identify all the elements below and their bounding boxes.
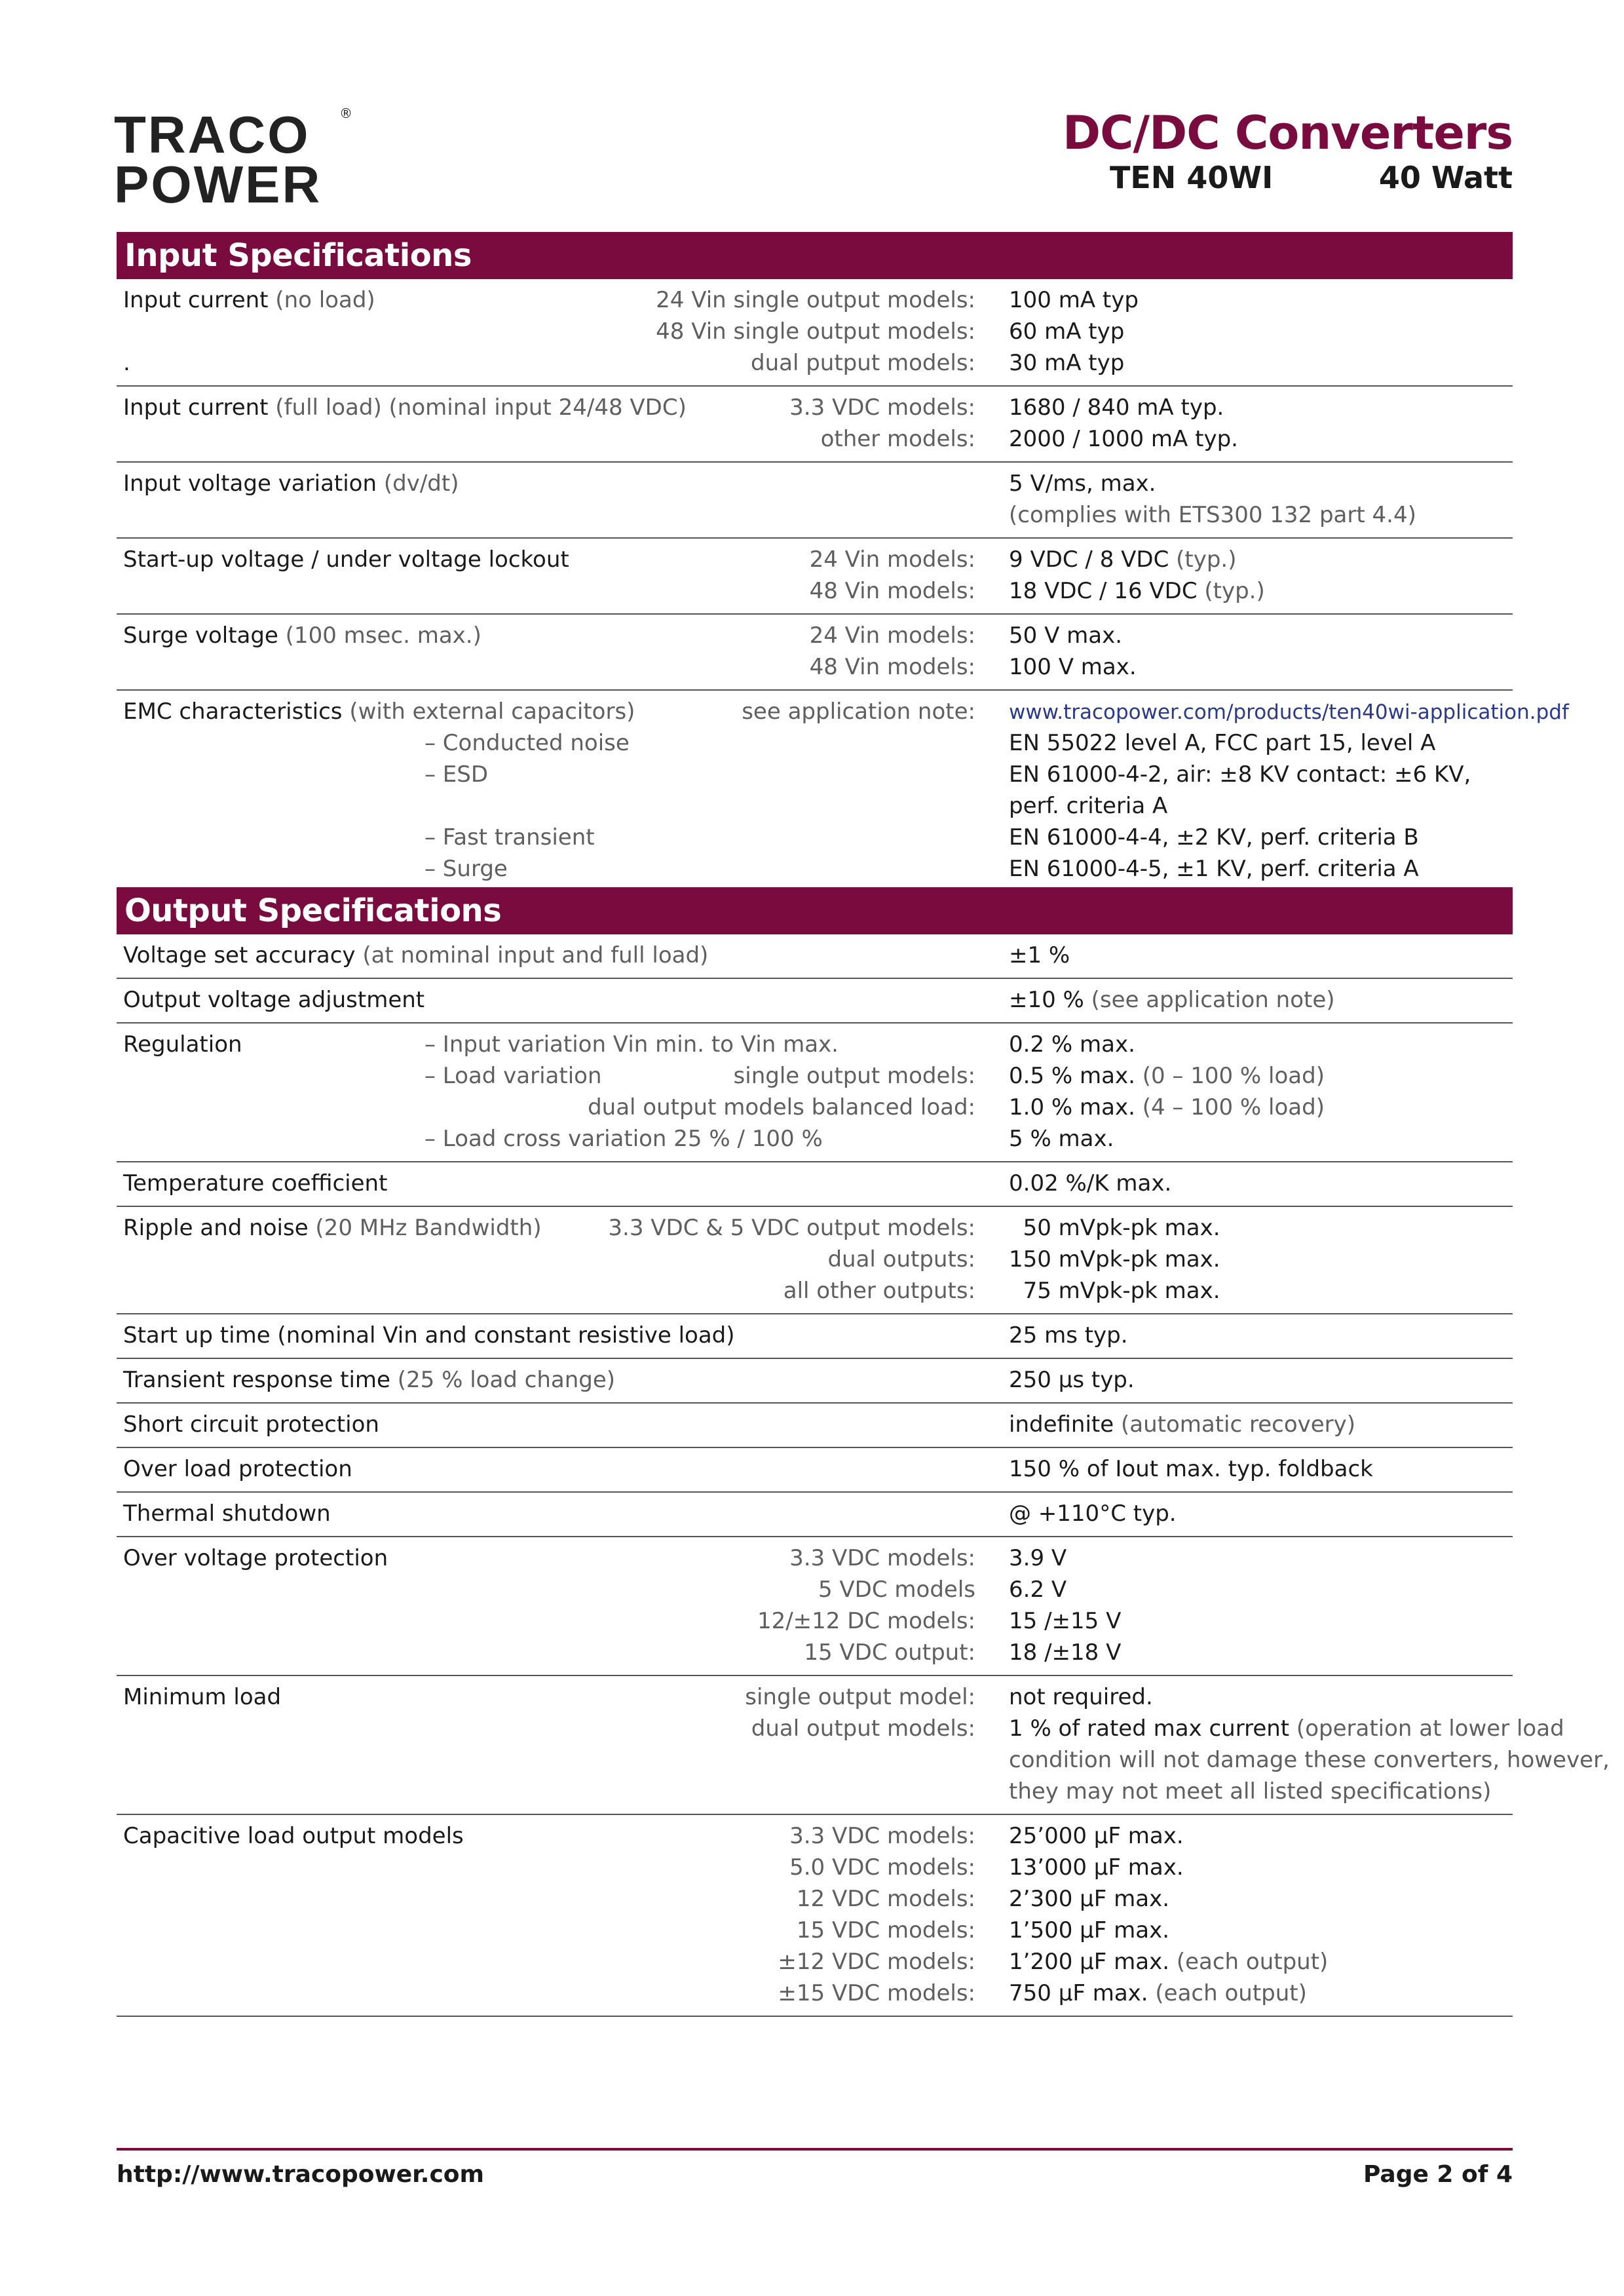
spec-conditions — [757, 1542, 975, 1668]
spec-label-text: Input current — [123, 394, 269, 421]
spec-value: @ +110°C typ. — [1009, 1501, 1177, 1527]
spec-subitem: – Load variation — [425, 1063, 602, 1089]
spec-value: EN 61000-4-2, air: ±8 KV contact: ±6 KV, — [1009, 761, 1471, 788]
spec-label — [123, 468, 459, 499]
spec-label — [123, 696, 635, 727]
spec-label-text: Output voltage adjustment — [123, 987, 425, 1013]
spec-value-line — [1009, 1320, 1128, 1351]
spec-label-note: (with external capacitors) — [342, 698, 635, 725]
spec-label — [123, 544, 569, 575]
spec-label-text: Short circuit protection — [123, 1411, 379, 1438]
spec-values — [1009, 696, 1569, 885]
spec-label-line — [123, 1681, 281, 1713]
spec-label-text: Temperature coefficient — [123, 1170, 388, 1196]
spec-value-line — [1009, 1123, 1325, 1155]
spec-label — [123, 940, 708, 971]
spec-row — [117, 1207, 1513, 1314]
spec-values — [1009, 284, 1139, 379]
spec-value-note: (see application note) — [1084, 987, 1335, 1013]
spec-value-note: (typ.) — [1197, 578, 1265, 604]
spec-value-line — [1009, 1681, 1610, 1713]
spec-values — [1009, 1029, 1325, 1155]
spec-condition: 3.3 VDC models: — [789, 394, 975, 421]
spec-value-line — [1009, 759, 1569, 790]
spec-values — [1009, 940, 1070, 971]
spec-value: not required. — [1009, 1684, 1153, 1710]
spec-condition: dual outputs: — [827, 1246, 975, 1272]
spec-value-line — [1009, 499, 1416, 531]
spec-value: 2’300 µF max. — [1009, 1886, 1170, 1912]
spec-value-line — [1009, 1915, 1328, 1946]
spec-value-note: (complies with ETS300 132 part 4.4) — [1009, 502, 1416, 528]
spec-values — [1009, 544, 1265, 607]
spec-label-text: Minimum load — [123, 1684, 282, 1710]
spec-condition: dual output models: — [751, 1715, 975, 1742]
spec-value: perf. criteria A — [1009, 793, 1168, 819]
spec-value-line — [1009, 468, 1416, 499]
spec-values — [1009, 1364, 1135, 1396]
model-number: TEN 40WI — [1110, 160, 1274, 195]
spec-condition: 48 Vin models: — [809, 654, 975, 680]
spec-label-text: Capacitive load output models — [123, 1823, 464, 1849]
output-specifications-section — [117, 887, 1610, 2017]
spec-values — [1009, 1681, 1610, 1807]
spec-label-text: Ripple and noise — [123, 1215, 309, 1241]
page-number: Page 2 of 4 — [1363, 2161, 1513, 2188]
spec-value-line — [1009, 1637, 1121, 1668]
spec-value-line — [1009, 1453, 1373, 1485]
spec-values — [1009, 1498, 1177, 1529]
spec-label-text: Voltage set accuracy — [123, 942, 356, 968]
spec-value-line — [1009, 696, 1569, 727]
spec-label-note: (25 % load change) — [390, 1367, 616, 1393]
output-specifications-heading: Output Specifications — [117, 887, 1513, 934]
spec-value-line — [1009, 575, 1265, 607]
spec-conditions — [608, 1212, 975, 1307]
spec-label — [123, 1542, 388, 1574]
spec-label-text: Thermal shutdown — [123, 1501, 331, 1527]
spec-value-line — [1009, 1776, 1610, 1807]
spec-value: 3.9 V — [1009, 1545, 1067, 1571]
spec-condition: 12/±12 DC models: — [757, 1608, 975, 1634]
spec-row — [117, 279, 1513, 387]
spec-label-note: (20 MHz Bandwidth) — [308, 1215, 542, 1241]
spec-value-note: (automatic recovery) — [1114, 1411, 1356, 1438]
spec-row — [117, 1815, 1513, 2017]
spec-label-line — [123, 544, 569, 575]
spec-subitem: – ESD — [425, 761, 489, 788]
spec-label-line — [123, 696, 635, 727]
spec-condition: 12 VDC models: — [796, 1886, 975, 1912]
spec-value-note: (typ.) — [1169, 546, 1237, 573]
spec-label — [123, 1364, 615, 1396]
spec-value: 30 mA typ — [1009, 350, 1125, 376]
spec-value: EN 55022 level A, FCC part 15, level A — [1009, 730, 1436, 756]
spec-values — [1009, 1409, 1355, 1440]
spec-value-line — [1009, 392, 1238, 423]
spec-condition: 3.3 VDC & 5 VDC output models: — [608, 1215, 975, 1241]
spec-condition: ±12 VDC models: — [778, 1949, 975, 1975]
spec-value: 1.0 % max. — [1009, 1094, 1135, 1120]
traco-power-logo — [114, 105, 352, 214]
document-title: DC/DC Converters — [1063, 106, 1513, 160]
spec-value-line — [1009, 1212, 1220, 1244]
spec-value-line — [1009, 790, 1569, 822]
spec-value-note: (operation at lower load — [1289, 1715, 1564, 1742]
spec-label — [123, 1820, 464, 1852]
spec-value-line — [1009, 1946, 1328, 1978]
spec-value: 1 % of rated max current — [1009, 1715, 1290, 1742]
spec-value-line — [1009, 347, 1139, 379]
spec-value: EN 61000-4-5, ±1 KV, perf. criteria A — [1009, 856, 1419, 882]
spec-value: 9 VDC / 8 VDC — [1009, 546, 1169, 573]
spec-value-line — [1009, 316, 1139, 347]
spec-label — [123, 1453, 352, 1485]
spec-subitem: – Surge — [425, 856, 508, 882]
spec-row — [117, 1493, 1513, 1537]
spec-label-line — [123, 392, 687, 423]
spec-condition: 24 Vin single output models: — [656, 287, 975, 313]
spec-row — [117, 1162, 1513, 1207]
spec-label — [123, 1498, 331, 1529]
spec-value: 5 % max. — [1009, 1126, 1114, 1152]
spec-values — [1009, 1168, 1171, 1199]
spec-label-line — [123, 940, 708, 971]
spec-value: 25 ms typ. — [1009, 1322, 1128, 1349]
spec-value-note: (4 – 100 % load) — [1135, 1094, 1325, 1120]
spec-value: 2000 / 1000 mA typ. — [1009, 426, 1238, 452]
spec-label-text: Input voltage variation — [123, 470, 377, 497]
spec-label-line — [123, 620, 482, 651]
spec-condition: see application note: — [742, 698, 975, 725]
spec-value: 1680 / 840 mA typ. — [1009, 394, 1224, 421]
spec-label — [123, 1409, 379, 1440]
spec-label-text: Over voltage protection — [123, 1545, 388, 1571]
spec-label-line — [123, 468, 459, 499]
spec-row — [117, 1676, 1610, 1815]
spec-label-line — [123, 1453, 352, 1485]
spec-value-line — [1009, 1364, 1135, 1396]
spec-conditions — [810, 544, 975, 607]
spec-value: 0.5 % max. — [1009, 1063, 1135, 1089]
spec-value-line — [1009, 822, 1569, 853]
spec-value: 60 mA typ — [1009, 318, 1125, 345]
spec-label-text: Surge voltage — [123, 622, 278, 649]
spec-value-line — [1009, 984, 1335, 1016]
application-note-link[interactable]: www.tracopower.com/products/ten40wi-application.pdf — [1009, 700, 1569, 724]
spec-value: ±10 % — [1009, 987, 1084, 1013]
spec-conditions — [742, 696, 975, 727]
spec-value: 18 VDC / 16 VDC — [1009, 578, 1198, 604]
spec-value-line — [1009, 1978, 1328, 2009]
spec-condition: 3.3 VDC models: — [789, 1823, 975, 1849]
spec-label-note: (100 msec. max.) — [278, 622, 482, 649]
spec-subitems — [425, 727, 630, 885]
registered-mark: ® — [339, 105, 352, 121]
spec-condition: single output model: — [745, 1684, 975, 1710]
spec-value-line — [1009, 1092, 1325, 1123]
spec-condition: ±15 VDC models: — [778, 1980, 975, 2006]
spec-value-line — [1009, 1852, 1328, 1883]
input-specifications-heading: Input Specifications — [117, 232, 1513, 279]
spec-label-text: Transient response time — [123, 1367, 390, 1393]
spec-conditions — [789, 392, 975, 455]
spec-values — [1009, 1542, 1121, 1668]
spec-label — [123, 984, 425, 1016]
spec-condition: all other outputs: — [783, 1278, 975, 1304]
spec-condition: 24 Vin models: — [809, 622, 975, 649]
spec-value: 25’000 µF max. — [1009, 1823, 1184, 1849]
spec-row — [117, 539, 1513, 615]
spec-condition: 24 Vin models: — [809, 546, 975, 573]
spec-label-text: Input current — [123, 287, 269, 313]
spec-value-note: condition will not damage these converters, however, — [1009, 1747, 1610, 1773]
spec-value: ±1 % — [1009, 942, 1070, 968]
spec-label-line — [123, 1364, 615, 1396]
spec-label — [123, 284, 375, 379]
spec-value-line — [1009, 423, 1238, 455]
spec-value-note: (each output) — [1169, 1949, 1329, 1975]
spec-label-note: (full load) (nominal input 24/48 VDC) — [268, 394, 687, 421]
spec-value-line — [1009, 1244, 1220, 1275]
spec-value: 100 V max. — [1009, 654, 1137, 680]
spec-subitem: – Conducted noise — [425, 730, 630, 756]
spec-value-line — [1009, 1275, 1220, 1307]
spec-label-line — [123, 1820, 464, 1852]
spec-label-line — [123, 1320, 735, 1351]
wattage: 40 Watt — [1378, 160, 1513, 195]
logo-line-1: TRACO — [114, 105, 311, 164]
spec-value-note: they may not meet all listed specifications) — [1009, 1778, 1492, 1805]
spec-label — [123, 1029, 242, 1060]
spec-value: 18 /±18 V — [1009, 1639, 1122, 1666]
spec-conditions — [588, 1029, 975, 1155]
spec-value-line — [1009, 1820, 1328, 1852]
spec-value: indefinite — [1009, 1411, 1114, 1438]
spec-row — [117, 1359, 1513, 1404]
spec-value-line — [1009, 620, 1137, 651]
spec-value-line — [1009, 853, 1569, 885]
spec-value: 0.2 % max. — [1009, 1031, 1135, 1058]
spec-values — [1009, 1212, 1220, 1307]
spec-value-line — [1009, 1713, 1610, 1744]
spec-label-text: Over load protection — [123, 1456, 352, 1482]
spec-row — [117, 1404, 1513, 1448]
spec-values — [1009, 984, 1335, 1016]
spec-label — [123, 1681, 281, 1713]
spec-label-line — [123, 1029, 242, 1060]
spec-value-note: (0 – 100 % load) — [1135, 1063, 1325, 1089]
spec-label — [123, 620, 482, 651]
spec-value: 50 V max. — [1009, 622, 1123, 649]
spec-label-line — [123, 1168, 387, 1199]
spec-value: 750 µF max. — [1009, 1980, 1148, 2006]
spec-row — [117, 1314, 1513, 1359]
spec-row — [117, 691, 1569, 892]
spec-row — [117, 463, 1513, 539]
spec-subitem: – Input variation Vin min. to Vin max. — [425, 1031, 839, 1058]
spec-label-line — [123, 1409, 379, 1440]
spec-conditions — [810, 620, 975, 683]
footer-url-link[interactable]: http://www.tracopower.com — [117, 2161, 485, 2188]
spec-row — [117, 1024, 1513, 1162]
spec-label — [123, 392, 687, 423]
spec-value: 75 mVpk-pk max. — [1009, 1278, 1220, 1304]
spec-value: EN 61000-4-4, ±2 KV, perf. criteria B — [1009, 824, 1419, 851]
spec-value: 13’000 µF max. — [1009, 1854, 1184, 1881]
spec-label-text: EMC characteristics — [123, 698, 343, 725]
spec-label-text: Start up time (nominal Vin and constant resistive load) — [123, 1322, 735, 1349]
spec-value: 6.2 V — [1009, 1577, 1067, 1603]
spec-condition: 15 VDC output: — [804, 1639, 975, 1666]
spec-value-line — [1009, 1605, 1121, 1637]
spec-value-note: (each output) — [1148, 1980, 1307, 2006]
spec-value-line — [1009, 940, 1070, 971]
spec-label-text: Start-up voltage / under voltage lockout — [123, 546, 569, 573]
spec-condition: dual output models balanced load: — [588, 1094, 975, 1120]
spec-condition: 48 Vin models: — [809, 578, 975, 604]
spec-condition: 3.3 VDC models: — [789, 1545, 975, 1571]
spec-label-line — [123, 284, 375, 316]
spec-value-line — [1009, 544, 1265, 575]
spec-label — [123, 1168, 387, 1199]
spec-value-line — [1009, 1168, 1171, 1199]
spec-value: 100 mA typ — [1009, 287, 1139, 313]
spec-condition: 15 VDC models: — [796, 1917, 975, 1943]
spec-label — [123, 1212, 542, 1244]
spec-values — [1009, 1820, 1328, 2009]
spec-label-extra: . — [123, 350, 130, 376]
spec-label-note: (no load) — [268, 287, 375, 313]
spec-row — [117, 979, 1513, 1024]
spec-condition: 5.0 VDC models: — [789, 1854, 975, 1881]
spec-value-line — [1009, 1883, 1328, 1915]
spec-value: 15 /±15 V — [1009, 1608, 1122, 1634]
spec-conditions — [656, 284, 975, 379]
spec-value: 250 µs typ. — [1009, 1367, 1135, 1393]
spec-values — [1009, 1320, 1128, 1351]
spec-value: 50 mVpk-pk max. — [1009, 1215, 1220, 1241]
spec-values — [1009, 392, 1238, 455]
spec-value-line — [1009, 1744, 1610, 1776]
spec-value: 150 mVpk-pk max. — [1009, 1246, 1220, 1272]
spec-condition: other models: — [820, 426, 975, 452]
spec-value-line — [1009, 727, 1569, 759]
spec-value: 150 % of Iout max. typ. foldback — [1009, 1456, 1373, 1482]
spec-row — [117, 934, 1513, 979]
spec-value-line — [1009, 1498, 1177, 1529]
spec-condition: 48 Vin single output models: — [656, 318, 975, 345]
spec-row — [117, 1537, 1513, 1676]
spec-condition: 5 VDC models — [818, 1577, 975, 1603]
spec-condition: single output models: — [733, 1063, 975, 1089]
spec-value-line — [1009, 1574, 1121, 1605]
spec-label-line — [123, 984, 425, 1016]
footer-rule — [117, 2148, 1513, 2151]
spec-values — [1009, 1453, 1373, 1485]
spec-value-line — [1009, 284, 1139, 316]
spec-row — [117, 615, 1513, 691]
input-specifications-section — [117, 232, 1569, 892]
logo-line-2: POWER — [114, 155, 322, 214]
spacer-line — [123, 316, 375, 347]
spec-row — [117, 387, 1513, 463]
spec-values — [1009, 620, 1137, 683]
spec-value-line — [1009, 1029, 1325, 1060]
spec-value-line — [1009, 1409, 1355, 1440]
spec-label-line — [123, 1212, 542, 1244]
spec-label-line — [123, 1542, 388, 1574]
spec-value: 1’500 µF max. — [1009, 1917, 1170, 1943]
spec-value: 0.02 %/K max. — [1009, 1170, 1172, 1196]
spec-label-note: (at nominal input and full load) — [355, 942, 709, 968]
spec-subitem — [425, 790, 630, 822]
spec-condition — [588, 1029, 975, 1060]
spec-label-note: (dv/dt) — [377, 470, 459, 497]
spec-value: 1’200 µF max. — [1009, 1949, 1170, 1975]
spec-label-line — [123, 1498, 331, 1529]
spec-value-line — [1009, 651, 1137, 683]
spec-conditions — [778, 1820, 975, 2009]
spec-value: 5 V/ms, max. — [1009, 470, 1156, 497]
spec-condition: dual putput models: — [751, 350, 975, 376]
spec-label-text: Regulation — [123, 1031, 242, 1058]
spec-conditions — [745, 1681, 975, 1744]
spec-value-line — [1009, 1542, 1121, 1574]
spec-condition — [588, 1123, 975, 1155]
spec-row — [117, 1448, 1513, 1493]
spec-value-line — [1009, 1060, 1325, 1092]
spec-label — [123, 1320, 735, 1351]
spec-values — [1009, 468, 1416, 531]
spec-subitem: – Load cross variation 25 % / 100 % — [425, 1126, 823, 1152]
spec-subitem: – Fast transient — [425, 824, 595, 851]
